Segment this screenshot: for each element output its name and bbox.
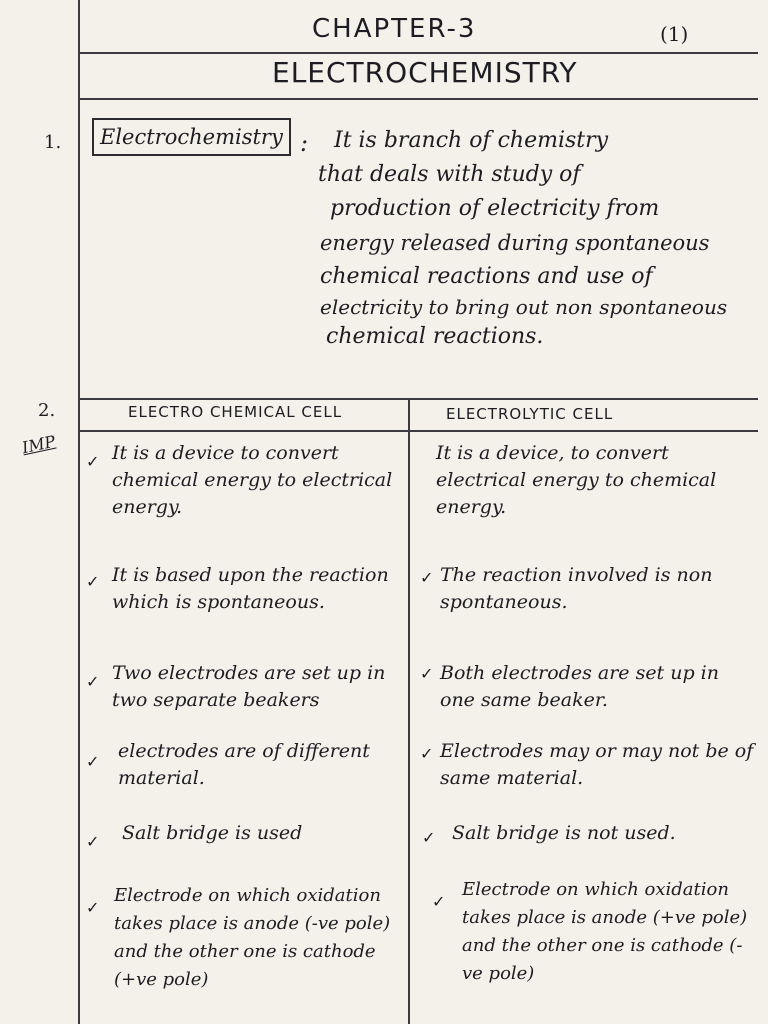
definition-line: that deals with study of: [318, 162, 581, 187]
header-rule-bottom: [78, 98, 758, 100]
definition-line: production of electricity from: [330, 196, 660, 221]
imp-label: IMP: [20, 431, 57, 458]
table-cell-left: Two electrodes are set up in two separate beakers: [112, 662, 386, 711]
tick-icon: ✓: [432, 892, 446, 911]
header-rule-top: [78, 52, 758, 54]
table-cell-right: Both electrodes are set up in one same beaker.: [440, 662, 719, 711]
definition-colon: :: [300, 129, 309, 157]
chapter-heading: CHAPTER-3: [312, 14, 477, 44]
tick-icon: ✓: [86, 898, 100, 917]
tick-icon: ✓: [420, 568, 434, 587]
table-cell-left: Electrode on which oxidation takes place is anode (-ve pole) and the other one is cathode (+ve pole): [114, 885, 391, 990]
table-cell-left: It is based upon the reaction which is spontaneous.: [112, 564, 389, 613]
page-number: (1): [660, 22, 689, 46]
column-header-electrolytic-cell: ELECTROLYTIC CELL: [446, 405, 614, 423]
tick-icon: ✓: [422, 828, 436, 847]
table-cell-left: It is a device to convert chemical energy to electrical energy.: [112, 442, 393, 518]
table-top-rule: [78, 398, 758, 400]
definition-line: electricity to bring out non spontaneous: [320, 295, 728, 319]
page-title: ELECTROCHEMISTRY: [272, 56, 578, 89]
table-cell-left: electrodes are of different material.: [118, 740, 370, 789]
margin-line: [78, 0, 80, 1024]
table-cell-right: The reaction involved is non spontaneous.: [440, 564, 713, 613]
definition-line: chemical reactions and use of: [320, 264, 653, 289]
tick-icon: ✓: [86, 672, 100, 691]
tick-icon: ✓: [420, 664, 434, 683]
tick-icon: ✓: [86, 572, 100, 591]
table-cell-right: Electrodes may or may not be of same material.: [440, 740, 754, 789]
table-cell-right: Electrode on which oxidation takes place is anode (+ve pole) and the other one is cathode (-ve pole): [462, 879, 748, 984]
table-cell-right: It is a device, to convert electrical energy to chemical energy.: [436, 442, 717, 518]
table-cell-right: Salt bridge is not used.: [452, 822, 676, 844]
tick-icon: ✓: [86, 752, 100, 771]
tick-icon: ✓: [420, 744, 434, 763]
tick-icon: ✓: [86, 832, 100, 851]
table-header-rule: [78, 430, 758, 432]
definition-line: chemical reactions.: [326, 324, 544, 349]
table-column-divider: [408, 398, 410, 1024]
item-number-2: 2.: [38, 400, 56, 421]
definition-line: It is branch of chemistry: [334, 128, 609, 153]
column-header-electrochemical-cell: ELECTRO CHEMICAL CELL: [128, 403, 343, 421]
table-cell-left: Salt bridge is used: [122, 822, 303, 844]
item-number-1: 1.: [44, 132, 62, 153]
definition-line: energy released during spontaneous: [320, 231, 710, 255]
tick-icon: ✓: [86, 452, 100, 471]
definition-term: Electrochemistry: [92, 118, 291, 156]
